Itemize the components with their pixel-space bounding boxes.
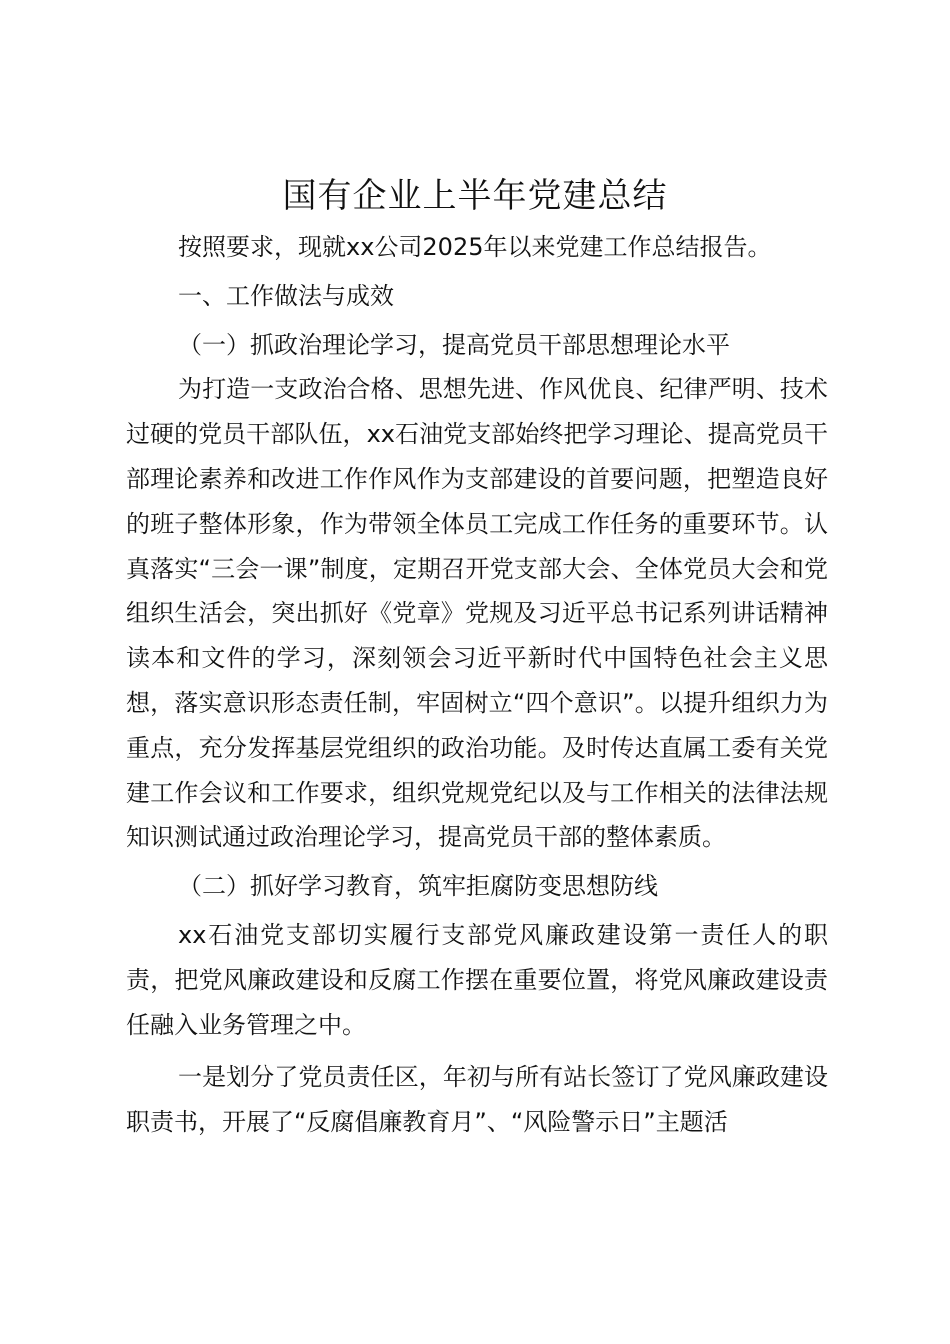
subsection-1-paragraph: 为打造一支政治合格、思想先进、作风优良、纪律严明、技术过硬的党员干部队伍，xx石油党支部始终把学习理论、提高党员干部理论素养和改进工作作风作为支部建设的首要问题，把塑造良好的班子整体形象，作为带领全体员工完成工作任务的重要环节。认真落实“三会一课”制度，定期召开党支部大会、全体党员大会和党组织生活会，突出抓好《党章》党规及习近平总书记系列讲话精神读本和文件的学习，深刻领会习近平新时代中国特色社会主义思想，落实意识形态责任制，牢固树立“四个意识”。以提升组织力为重点，充分发挥基层党组织的政治功能。及时传达直属工委有关党建工作会议和工作要求，组织党规党纪以及与工作相关的法律法规知识测试通过政治理论学习，提高党员干部的整体素质。: [126, 375, 828, 852]
subsection-2-paragraph: xx石油党支部切实履行支部党风廉政建设第一责任人的职责，把党风廉政建设和反腐工作摆在重要位置，将党风廉政建设责任融入业务管理之中。: [126, 920, 828, 1039]
subsection-heading-1: （一）抓政治理论学习，提高党员干部思想理论水平: [178, 330, 730, 359]
section-heading-1: 一、工作做法与成效: [178, 281, 394, 310]
document-body: [126, 225, 828, 1145]
subsection-2-point-1: 一是划分了党员责任区，年初与所有站长签订了党风廉政建设职责书，开展了“反腐倡廉教育月”、“风险警示日”主题活: [126, 1063, 828, 1137]
subsection-heading-2: （二）抓好学习教育，筑牢拒腐防变思想防线: [178, 872, 658, 901]
document-title: 国有企业上半年党建总结: [282, 176, 668, 216]
intro-paragraph: 按照要求，现就xx公司2025年以来党建工作总结报告。: [178, 233, 772, 261]
